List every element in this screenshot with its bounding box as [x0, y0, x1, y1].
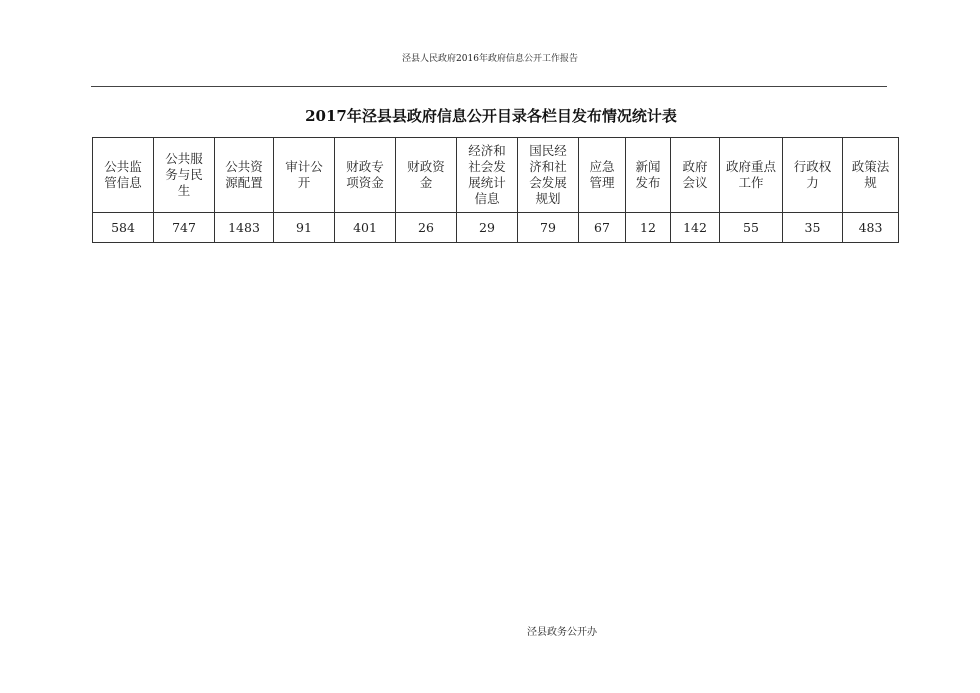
column-header-economic-statistics: 经济和社会发展统计信息: [457, 138, 518, 213]
table-cell: 29: [457, 213, 518, 243]
table-cell: 79: [518, 213, 579, 243]
column-header-government-meetings: 政府会议: [671, 138, 720, 213]
column-header-audit: 审计公开: [274, 138, 335, 213]
table-cell: 401: [335, 213, 396, 243]
header-divider: [91, 86, 887, 87]
table-cell: 26: [396, 213, 457, 243]
table-cell: 91: [274, 213, 335, 243]
column-header-fiscal-funds: 财政资金: [396, 138, 457, 213]
table-cell: 142: [671, 213, 720, 243]
table-cell: 483: [843, 213, 899, 243]
column-header-development-plan: 国民经济和社会发展规划: [518, 138, 579, 213]
statistics-table: [92, 137, 899, 243]
table-cell: 1483: [215, 213, 274, 243]
column-header-public-supervision: 公共监管信息: [93, 138, 154, 213]
column-header-policies-regulations: 政策法规: [843, 138, 899, 213]
column-header-public-service: 公共服务与民生: [154, 138, 215, 213]
table-cell: 35: [783, 213, 843, 243]
document-header: 泾县人民政府2016年政府信息公开工作报告: [402, 54, 578, 64]
column-header-special-funds: 财政专项资金: [335, 138, 396, 213]
column-header-emergency-management: 应急管理: [579, 138, 626, 213]
column-header-public-resources: 公共资源配置: [215, 138, 274, 213]
table-cell: 67: [579, 213, 626, 243]
document-footer: 泾县政务公开办: [527, 627, 597, 638]
table-cell: 584: [93, 213, 154, 243]
column-header-administrative-power: 行政权力: [783, 138, 843, 213]
table-row: [93, 213, 899, 243]
table-title: 2017年泾县县政府信息公开目录各栏目发布情况统计表: [305, 107, 677, 125]
column-header-key-work: 政府重点工作: [720, 138, 783, 213]
column-header-press-release: 新闻发布: [626, 138, 671, 213]
table-cell: 55: [720, 213, 783, 243]
table-header-row: [93, 138, 899, 213]
table-cell: 747: [154, 213, 215, 243]
table-cell: 12: [626, 213, 671, 243]
